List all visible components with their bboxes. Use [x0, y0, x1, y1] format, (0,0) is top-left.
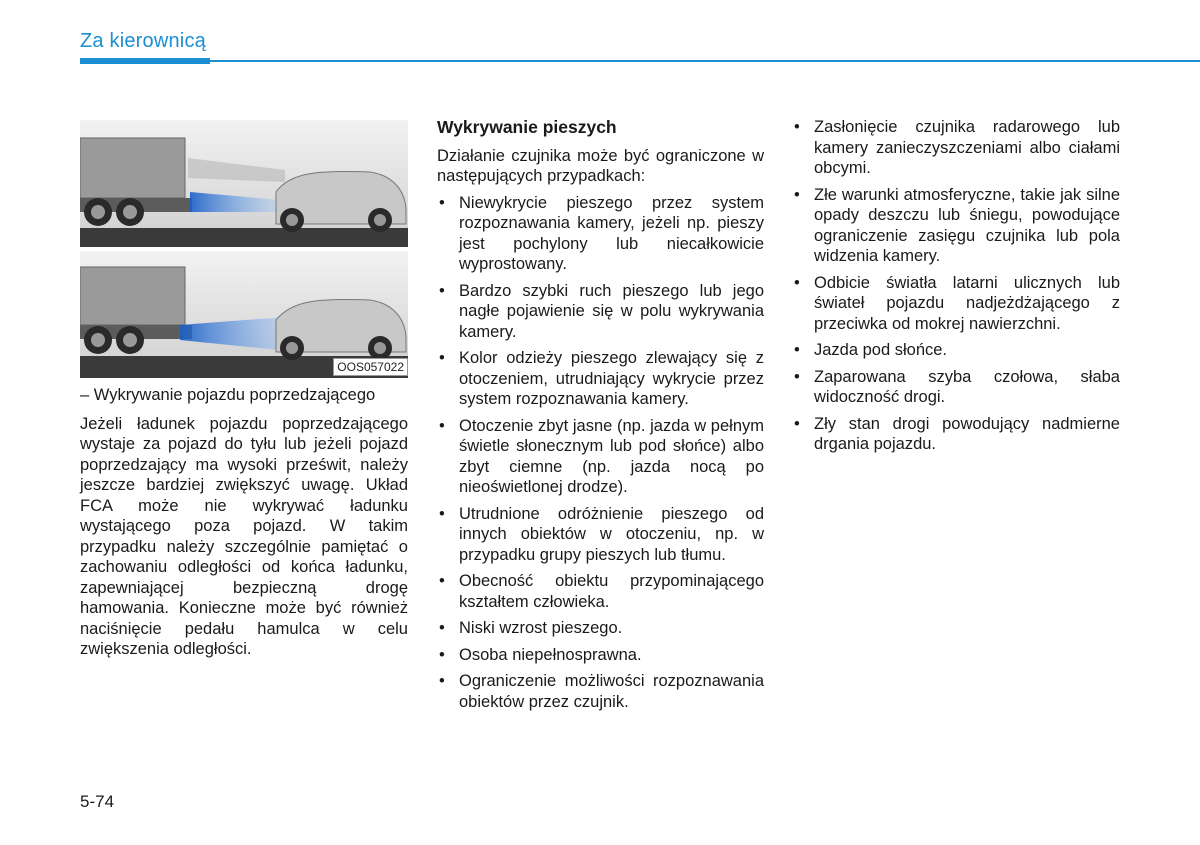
- list-item: • Niski wzrost pieszego.: [437, 618, 764, 639]
- page-number: 5-74: [80, 792, 115, 811]
- cargo-warning-paragraph: Jeżeli ładunek pojazdu poprzedzającego wystaje za pojazd do tyłu lub jeżeli pojazd poprzedzający ma wysoki prześwit, należy jeszcze bardziej zwiększyć uwagę. Układ FCA może nie wykrywać ładunku wystającego poza pojazd. W takim przypadku należy szczególnie pamiętać o zachowaniu odległości od końca ładunku, zapewniającej bezpieczną drogę hamowania. Konieczne może być również naciśnięcie pedału hamulca w celu zwiększenia odległości.: [80, 414, 408, 658]
- fca-detection-illustration: [80, 120, 410, 378]
- left-column: [80, 385, 408, 660]
- list-item: • Zły stan drogi powodujący nadmierne drgania pojazdu.: [792, 414, 1120, 455]
- list-item: • Bardzo szybki ruch pieszego lub jego nagłe pojawienie się w polu wykrywania kamery.: [437, 281, 764, 343]
- list-item: • Ograniczenie możliwości rozpoznawania obiektów przez czujnik.: [437, 671, 764, 712]
- list-item: • Zasłonięcie czujnika radarowego lub kamery zanieczyszczeniami albo ciałami obcymi.: [792, 117, 1120, 179]
- list-item: • Kolor odzieży pieszego zlewający się z otoczeniem, utrudniający wykrycie przez system rozpoznawania kamery.: [437, 348, 764, 410]
- sensor-limitations-list: [792, 117, 1120, 455]
- list-item: • Złe warunki atmosferyczne, takie jak silne opady deszczu lub śniegu, powodujące ograniczenie zasięgu czujnika lub pola widzenia kamery.: [792, 185, 1120, 267]
- list-item: • Osoba niepełnosprawna.: [437, 645, 764, 666]
- middle-column: [437, 117, 764, 718]
- illustration-svg: [80, 120, 410, 378]
- list-item: • Utrudnione odróżnienie pieszego od innych obiektów w otoczeniu, np. w przypadku grupy pieszych lub tłumu.: [437, 504, 764, 566]
- figure-code-label: OOS057022: [333, 358, 408, 376]
- header-divider: [80, 60, 1200, 62]
- list-item: • Odbicie światła latarni ulicznych lub świateł pojazdu nadjeżdżającego z przeciwka od mokrej nawierzchni.: [792, 273, 1120, 335]
- section-title: Wykrywanie pieszych: [437, 117, 617, 137]
- list-item: • Obecność obiektu przypominającego kształtem człowieka.: [437, 571, 764, 612]
- section-header-title: Za kierownicą: [80, 30, 206, 52]
- section-intro: Działanie czujnika może być ograniczone w następujących przypadkach:: [437, 146, 764, 185]
- list-item: • Jazda pod słońce.: [792, 340, 1120, 361]
- list-item: • Otoczenie zbyt jasne (np. jazda w pełnym świetle słonecznym lub pod słońce) albo zbyt ciemne (np. jazda nocą po nieoświetlonej drodze).: [437, 416, 764, 498]
- right-column: [792, 117, 1120, 461]
- figure-caption: – Wykrywanie pojazdu poprzedzającego: [80, 386, 376, 404]
- list-item: • Niewykrycie pieszego przez system rozpoznawania kamery, jeżeli np. pieszy jest pochylony lub niecałkowicie wyprostowany.: [437, 193, 764, 275]
- pedestrian-limitations-list: [437, 193, 764, 713]
- header-accent-tab: [80, 58, 210, 64]
- list-item: • Zaparowana szyba czołowa, słaba widoczność drogi.: [792, 367, 1120, 408]
- top-panel: [80, 120, 408, 247]
